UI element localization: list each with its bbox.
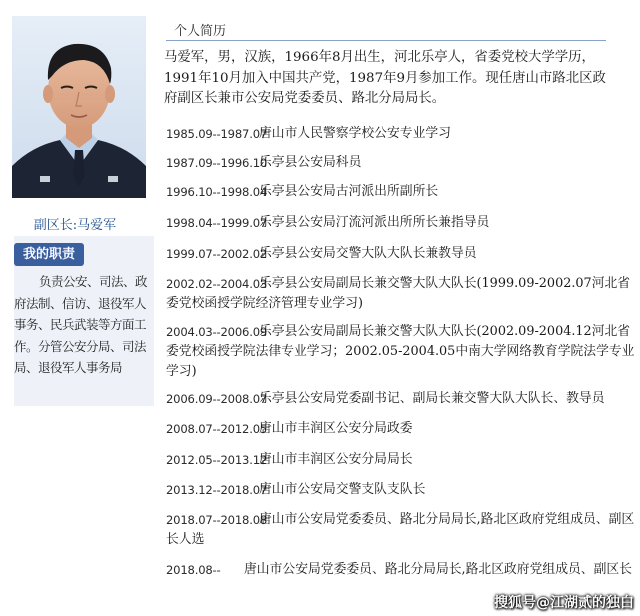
entry-desc: 乐亭县公安局交警大队大队长兼教导员 [259, 246, 477, 261]
entry-desc: 乐亭县公安局科员 [259, 155, 362, 170]
entry-desc: 乐亭县公安局党委副书记、副局长兼交警大队大队长、教导员 [259, 391, 605, 406]
resume-intro: 马爱军，男，汉族，1966年8月出生，河北乐亭人，省委党校大学学历，1991年10月加入中国共产党，1987年9月参加工作。现任唐山市路北区政府副区长兼市公安局党委委员、路北分局局长。 [164, 50, 606, 106]
title-divider [166, 40, 606, 41]
entry-date: 2018.07--2018.08 [166, 513, 268, 527]
entry-desc: 唐山市公安局党委委员、路北分局局长,路北区政府党组成员、副区长人选 [166, 512, 635, 547]
entry-date: 2006.09--2008.07 [166, 392, 268, 406]
entry-date: 2018.08-- [166, 563, 221, 577]
duties-text: 负责公安、司法、政府法制、信访、退役军人事务、民兵武装等方面工作。分管公安分局、司法局、退役军人事务局 [14, 274, 148, 375]
portrait-caption: 副区长:马爱军 [33, 218, 117, 233]
entry-desc: 乐亭县公安局副局长兼交警大队大队长(1999.09-2002.07河北省委党校函授学院经济管理专业学习) [166, 276, 631, 311]
entry-desc: 唐山市丰润区公安分局政委 [259, 421, 413, 436]
entry-date: 2002.02--2004.03 [166, 277, 268, 291]
entry-desc: 乐亭县公安局古河派出所副所长 [259, 184, 439, 199]
entry-date: 2008.07--2012.05 [166, 422, 268, 436]
entry-desc: 唐山市公安局党委委员、路北分局局长,路北区政府党组成员、副区长 [244, 562, 632, 577]
entry-date: 2004.03--2006.09 [166, 325, 268, 339]
entry-date: 1998.04--1999.07 [166, 216, 268, 230]
entry-desc: 乐亭县公安局副局长兼交警大队大队长(2002.09-2004.12河北省委党校函授学院法律专业学习；2002.05-2004.05中南大学网络教育学院法学专业学习) [166, 324, 635, 379]
entry-desc: 乐亭县公安局汀流河派出所所长兼指导员 [259, 215, 490, 230]
entry-date: 1996.10--1998.04 [166, 185, 268, 199]
source-watermark: 搜狐号@江湖贰的独白 [494, 595, 634, 611]
entry-desc: 唐山市人民警察学校公安专业学习 [259, 126, 451, 141]
entry-date: 2012.05--2013.12 [166, 453, 268, 467]
entry-date: 2013.12--2018.07 [166, 483, 268, 497]
portrait-photo [12, 16, 146, 198]
resume-section-title: 个人简历 [174, 24, 227, 39]
profile-sidebar [0, 0, 150, 616]
duties-tab[interactable]: 我的职责 [14, 243, 84, 266]
entry-date: 1987.09--1996.10 [166, 156, 268, 170]
entry-desc: 唐山市丰润区公安分局局长 [259, 452, 413, 467]
entry-desc: 唐山市公安局交警支队支队长 [259, 482, 426, 497]
entry-date: 1985.09--1987.07 [166, 127, 268, 141]
entry-date: 1999.07--2002.02 [166, 247, 268, 261]
